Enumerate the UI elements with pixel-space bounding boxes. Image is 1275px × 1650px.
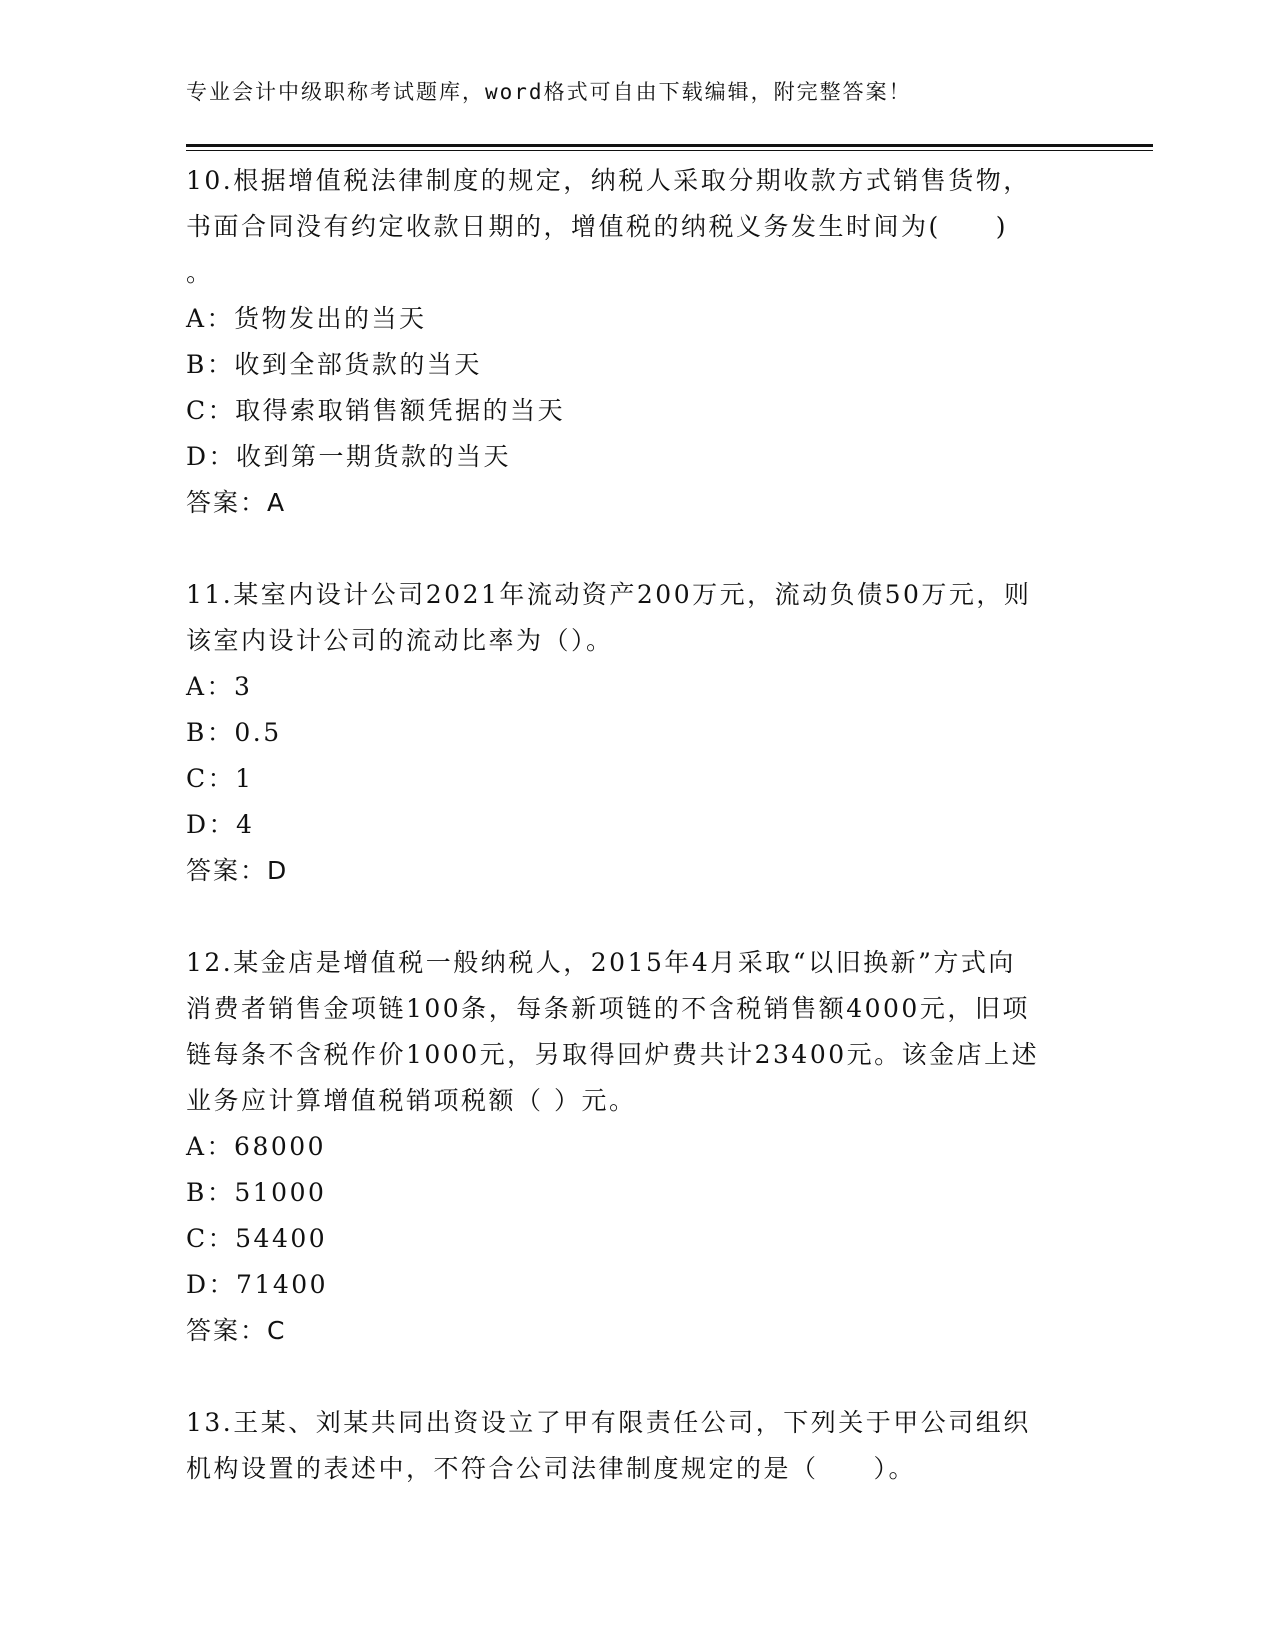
question-text-line: 消费者销售金项链100条，每条新项链的不含税销售额4000元，旧项 [186, 994, 1030, 1023]
option-a: A：3 [186, 672, 253, 701]
page-header: 专业会计中级职称考试题库，word格式可自由下载编辑，附完整答案！ [186, 80, 912, 104]
question-text-line: 机构设置的表述中，不符合公司法律制度规定的是（ ）。 [186, 1454, 917, 1483]
question-text-line: 10.根据增值税法律制度的规定，纳税人采取分期收款方式销售货物， [186, 166, 1031, 195]
question-text-line: 业务应计算增值税销项税额（ ）元。 [186, 1086, 637, 1115]
question-spacer [186, 1354, 1086, 1400]
question-text-line: 。 [186, 258, 214, 287]
question-text-line: 链每条不含税作价1000元，另取得回炉费共计23400元。该金店上述 [186, 1040, 1040, 1069]
question-13 [186, 1400, 1086, 1492]
option-c: C：54400 [186, 1224, 328, 1253]
option-d: D：71400 [186, 1270, 329, 1299]
option-c: C：取得索取销售额凭据的当天 [186, 396, 566, 425]
answer-label: 答案：D [186, 856, 289, 885]
option-b: B：0.5 [186, 718, 282, 747]
header-rule-thin [186, 150, 1153, 151]
question-text-line: 13.王某、刘某共同出资设立了甲有限责任公司，下列关于甲公司组织 [186, 1408, 1031, 1437]
question-spacer [186, 526, 1086, 572]
question-text-line: 12.某金店是增值税一般纳税人，2015年4月采取“以旧换新”方式向 [186, 948, 1016, 977]
option-a: A：68000 [186, 1132, 327, 1161]
option-a: A：货物发出的当天 [186, 304, 427, 333]
header-rule-thick [186, 144, 1153, 147]
question-spacer [186, 894, 1086, 940]
answer-label: 答案：C [186, 1316, 287, 1345]
question-text-line: 书面合同没有约定收款日期的，增值税的纳税义务发生时间为( ) [186, 212, 1009, 241]
question-text-line: 该室内设计公司的流动比率为（）。 [186, 626, 614, 655]
question-12 [186, 940, 1086, 1354]
option-d: D：收到第一期货款的当天 [186, 442, 512, 471]
question-11 [186, 572, 1086, 894]
question-list [186, 158, 1086, 1492]
option-b: B：51000 [186, 1178, 327, 1207]
option-b: B：收到全部货款的当天 [186, 350, 482, 379]
option-c: C：1 [186, 764, 254, 793]
option-d: D：4 [186, 810, 255, 839]
answer-label: 答案：A [186, 488, 287, 517]
question-10 [186, 158, 1086, 526]
question-text-line: 11.某室内设计公司2021年流动资产200万元，流动负债50万元，则 [186, 580, 1032, 609]
